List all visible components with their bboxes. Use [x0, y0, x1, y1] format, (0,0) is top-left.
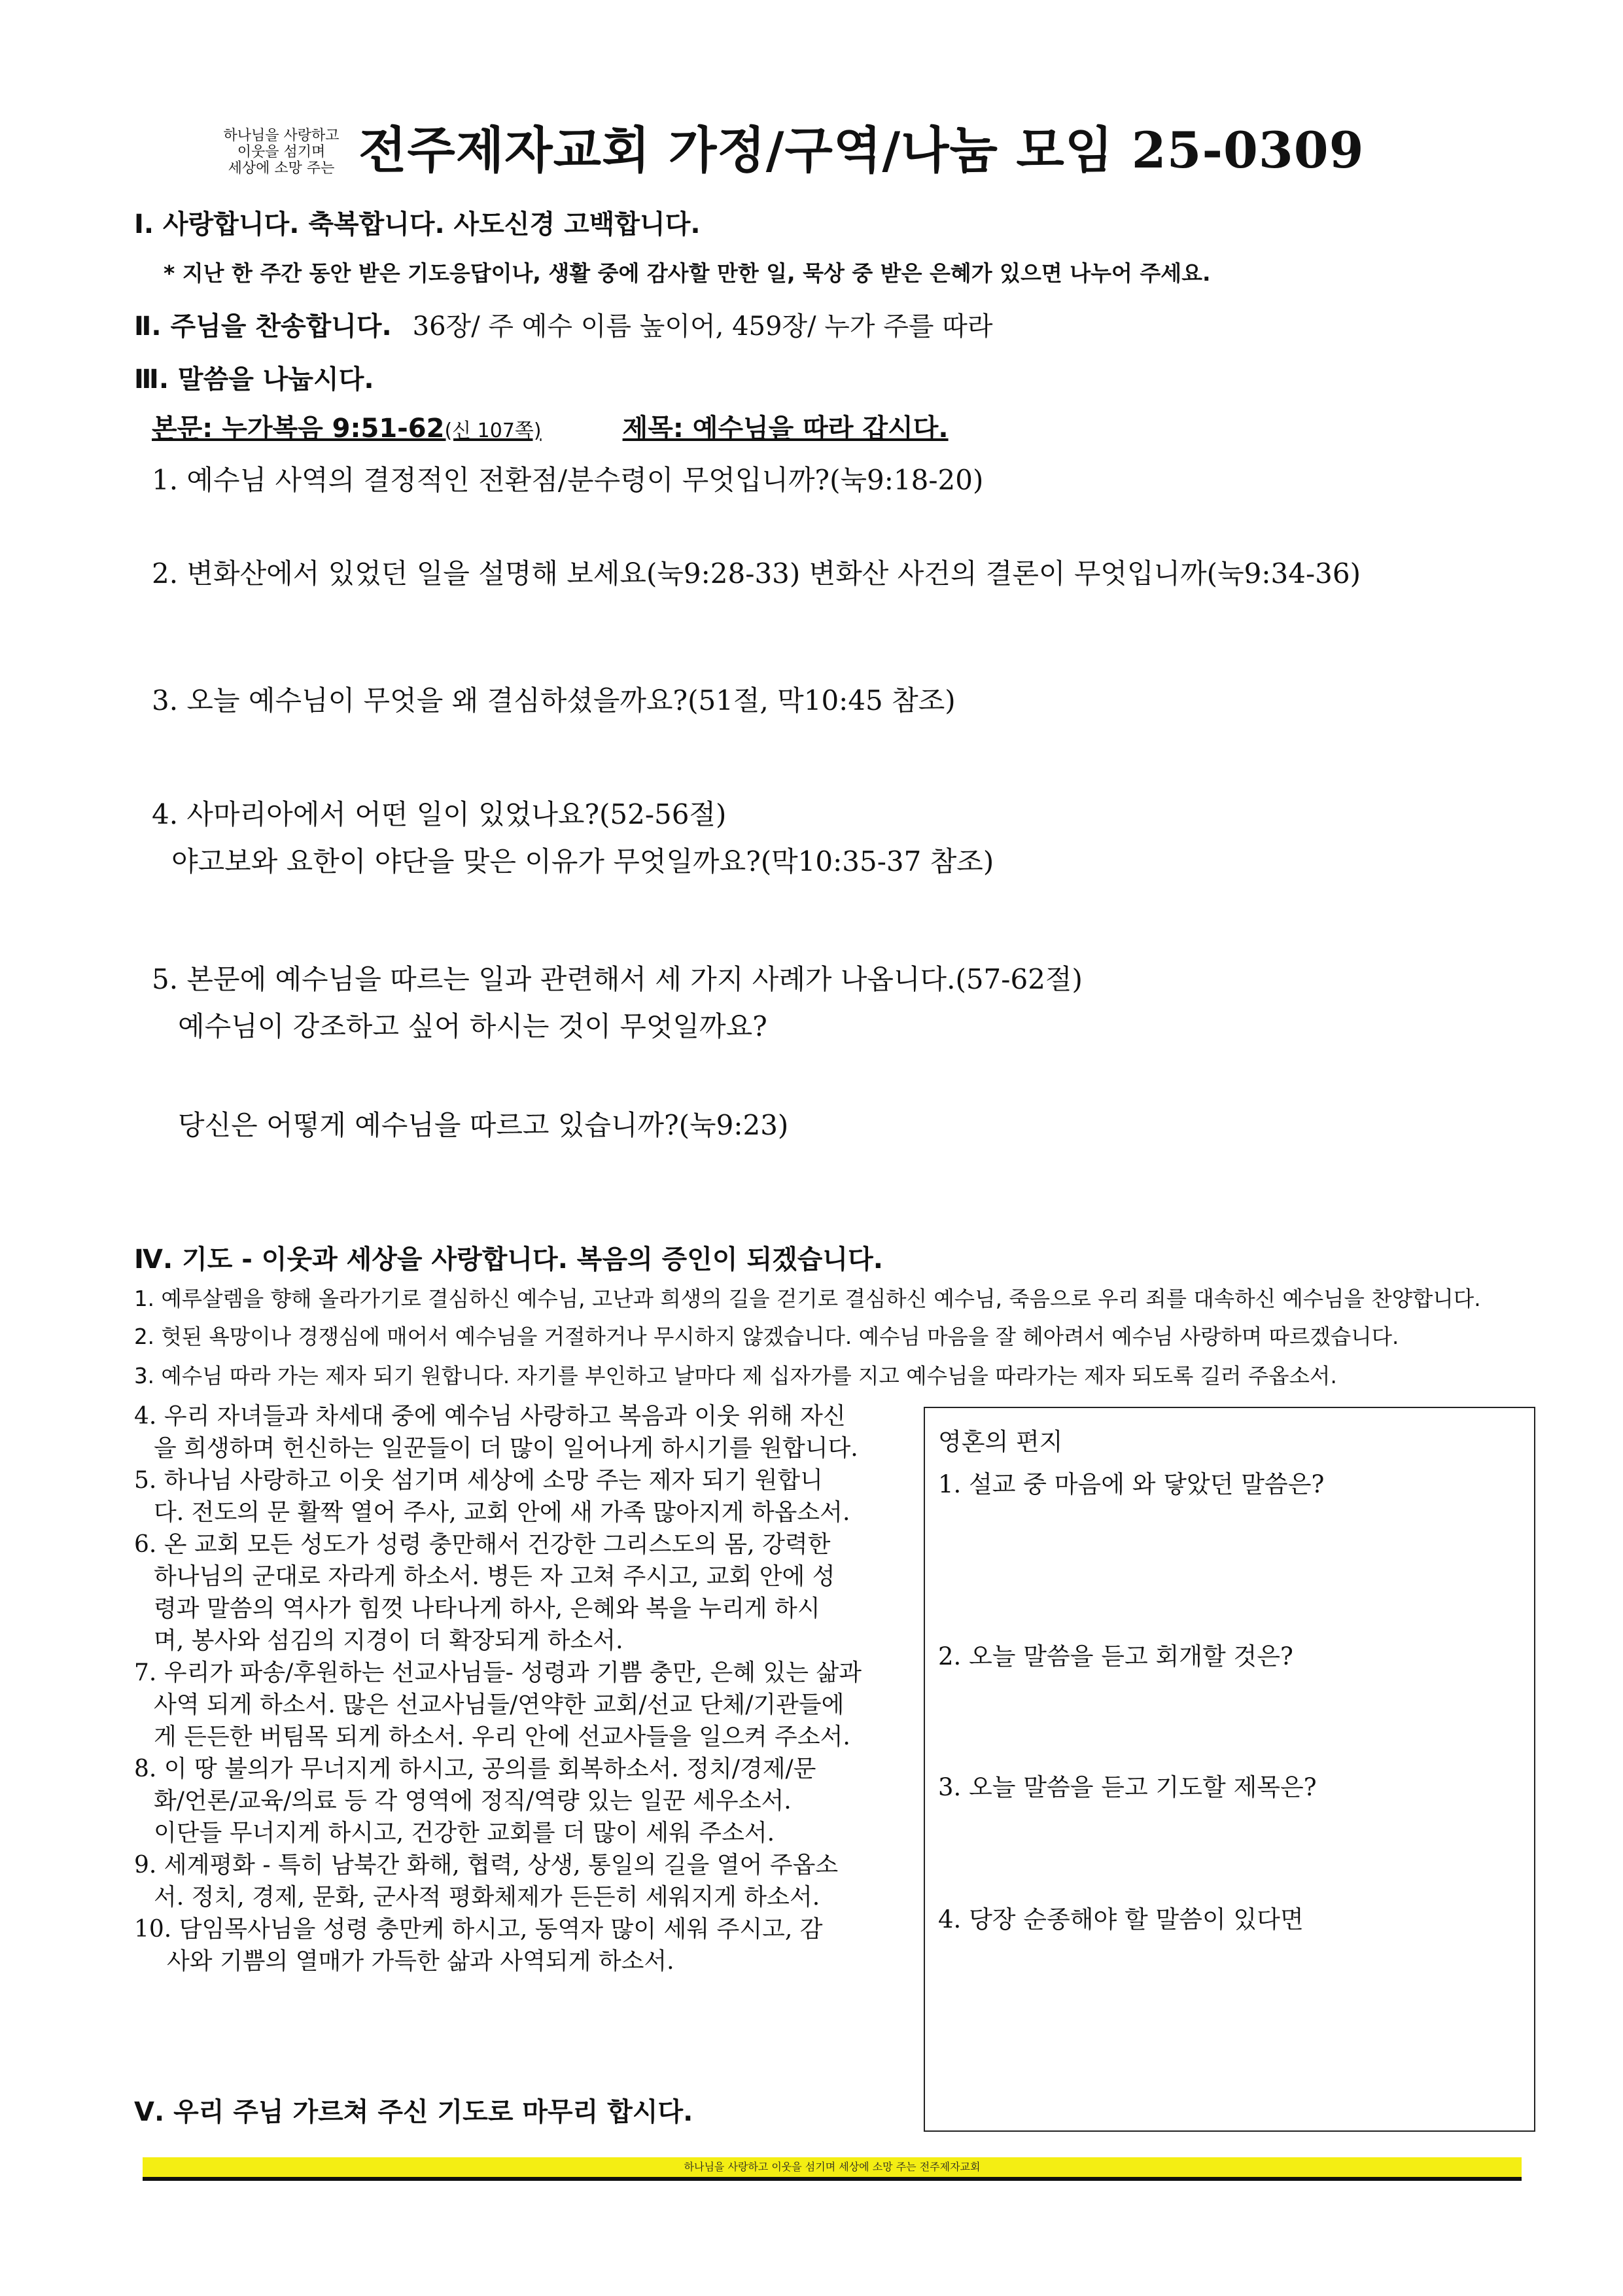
section-1-heading: Ⅰ. 사랑합니다. 축복합니다. 사도신경 고백합니다.	[134, 209, 701, 239]
prayer-line: 서. 정치, 경제, 문화, 군사적 평화체제가 든든히 세워지게 하소서.	[154, 1884, 820, 1911]
prayer-line: 6. 온 교회 모든 성도가 성령 충만해서 건강한 그리스도의 몸, 강력한	[134, 1531, 831, 1558]
soul-letter-title: 영혼의 편지	[938, 1428, 1063, 1456]
prayer-line: 이단들 무너지게 하시고, 건강한 교회를 더 많이 세워 주소서.	[154, 1820, 775, 1846]
section-3-heading: Ⅲ. 말씀을 나눕시다.	[134, 364, 374, 395]
prayer-line: 며, 봉사와 섬김의 지경이 더 확장되게 하소서.	[154, 1627, 623, 1654]
section-5-heading: Ⅴ. 우리 주님 가르쳐 주신 기도로 마무리 합시다.	[134, 2097, 693, 2127]
prayer-line: 하나님의 군대로 자라게 하소서. 병든 자 고쳐 주시고, 교회 안에 성	[154, 1563, 835, 1590]
prayer-3: 3. 예수님 따라 가는 제자 되기 원합니다. 자기를 부인하고 날마다 제 십자가를 지고 예수님을 따라가는 제자 되도록 길러 주옵소서.	[134, 1364, 1337, 1388]
slogan-line: 세상에 소망 주는	[228, 160, 335, 177]
prayer-list-left	[134, 1400, 862, 1977]
prayer-line: 다. 전도의 문 활짝 열어 주사, 교회 안에 새 가족 많아지게 하옵소서.	[154, 1499, 850, 1526]
soul-letter-item-1: 1. 설교 중 마음에 와 닿았던 말씀은?	[938, 1470, 1325, 1498]
section-2	[134, 310, 993, 343]
passage-page: (신 107쪽)	[444, 419, 542, 442]
prayer-1: 1. 예루살렘을 향해 올라가기로 결심하신 예수님, 고난과 희생의 길을 걷기로 결심하신 예수님, 죽음으로 우리 죄를 대속하신 예수님을 찬양합니다.	[134, 1286, 1481, 1311]
prayer-line: 사와 기쁨의 열매가 가득한 삶과 사역되게 하소서.	[167, 1948, 674, 1975]
prayer-line: 사역 되게 하소서. 많은 선교사님들/연약한 교회/선교 단체/기관들에	[154, 1691, 845, 1718]
prayer-line: 령과 말씀의 역사가 힘껏 나타나게 하사, 은혜와 복을 누리게 하시	[154, 1595, 820, 1622]
question-3: 3. 오늘 예수님이 무엇을 왜 결심하셨을까요?(51절, 막10:45 참조)	[152, 684, 956, 716]
prayer-line: 5. 하나님 사랑하고 이웃 섬기며 세상에 소망 주는 제자 되기 원합니	[134, 1467, 823, 1494]
section-2-heading: Ⅱ. 주님을 찬송합니다.	[134, 311, 392, 342]
question-4-sub: 야고보와 요한이 야단을 맞은 이유가 무엇일까요?(막10:35-37 참조)	[171, 845, 994, 877]
question-1: 1. 예수님 사역의 결정적인 전환점/분수령이 무엇입니까?(눅9:18-20)	[152, 464, 984, 496]
section-4-heading: Ⅳ. 기도 - 이웃과 세상을 사랑합니다. 복음의 증인이 되겠습니다.	[134, 1245, 883, 1275]
slogan-line: 이웃을 섬기며	[237, 144, 326, 160]
section-1-note: * 지난 한 주간 동안 받은 기도응답이나, 생활 중에 감사할 만한 일, 묵상 중 받은 은혜가 있으면 나누어 주세요.	[164, 260, 1211, 286]
prayer-line: 10. 담임목사님을 성령 충만케 하시고, 동역자 많이 세워 주시고, 감	[134, 1916, 823, 1943]
soul-letter-box	[924, 1407, 1535, 2132]
slogan-line: 하나님을 사랑하고	[223, 128, 340, 144]
prayer-line: 9. 세계평화 - 특히 남북간 화해, 협력, 상생, 통일의 길을 열어 주옵소	[134, 1852, 839, 1879]
prayer-line: 4. 우리 자녀들과 차세대 중에 예수님 사랑하고 복음과 이웃 위해 자신	[134, 1403, 846, 1430]
soul-letter-item-3: 3. 오늘 말씀을 듣고 기도할 제목은?	[938, 1773, 1317, 1801]
question-5: 5. 본문에 예수님을 따르는 일과 관련해서 세 가지 사례가 나옵니다.(57-62절)	[152, 963, 1083, 995]
prayer-line: 7. 우리가 파송/후원하는 선교사님들- 성령과 기쁨 충만, 은혜 있는 삶과	[134, 1659, 862, 1686]
hymn-list: 36장/ 주 예수 이름 높이어, 459장/ 누가 주를 따라	[412, 311, 993, 342]
passage-line	[152, 412, 949, 448]
prayer-2: 2. 헛된 욕망이나 경쟁심에 매어서 예수님을 거절하거나 무시하지 않겠습니다. 예수님 마음을 잘 헤아려서 예수님 사랑하며 따르겠습니다.	[134, 1324, 1399, 1349]
sermon-title: 제목: 예수님을 따라 갑시다.	[622, 414, 949, 444]
prayer-line: 을 희생하며 헌신하는 일꾼들이 더 많이 일어나게 하시기를 원합니다.	[154, 1435, 858, 1462]
question-5-follow: 당신은 어떻게 예수님을 따르고 있습니까?(눅9:23)	[178, 1109, 789, 1141]
question-4: 4. 사마리아에서 어떤 일이 있었나요?(52-56절)	[152, 798, 727, 830]
soul-letter-item-4: 4. 당장 순종해야 할 말씀이 있다면	[938, 1905, 1304, 1934]
question-5-sub: 예수님이 강조하고 싶어 하시는 것이 무엇일까요?	[178, 1010, 767, 1042]
question-2: 2. 변화산에서 있었던 일을 설명해 보세요(눅9:28-33) 변화산 사건의 결론이 무엇입니까(눅9:34-36)	[152, 557, 1361, 590]
prayer-line: 게 든든한 버팀목 되게 하소서. 우리 안에 선교사들을 일으켜 주소서.	[154, 1723, 850, 1750]
church-slogan	[203, 128, 360, 177]
footer-bar: 하나님을 사랑하고 이웃을 섬기며 세상에 소망 주는 전주제자교회	[143, 2157, 1522, 2181]
prayer-line: 8. 이 땅 불의가 무너지게 하시고, 공의를 회복하소서. 정치/경제/문	[134, 1756, 816, 1782]
passage-reference	[152, 414, 542, 444]
page-title: 전주제자교회 가정/구역/나눔 모임 25-0309	[358, 121, 1365, 179]
prayer-line: 화/언론/교육/의료 등 각 영역에 정직/역량 있는 일꾼 세우소서.	[154, 1788, 792, 1814]
passage-label: 본문: 누가복음 9:51-62	[152, 414, 445, 444]
soul-letter-item-2: 2. 오늘 말씀을 듣고 회개할 것은?	[938, 1642, 1293, 1670]
